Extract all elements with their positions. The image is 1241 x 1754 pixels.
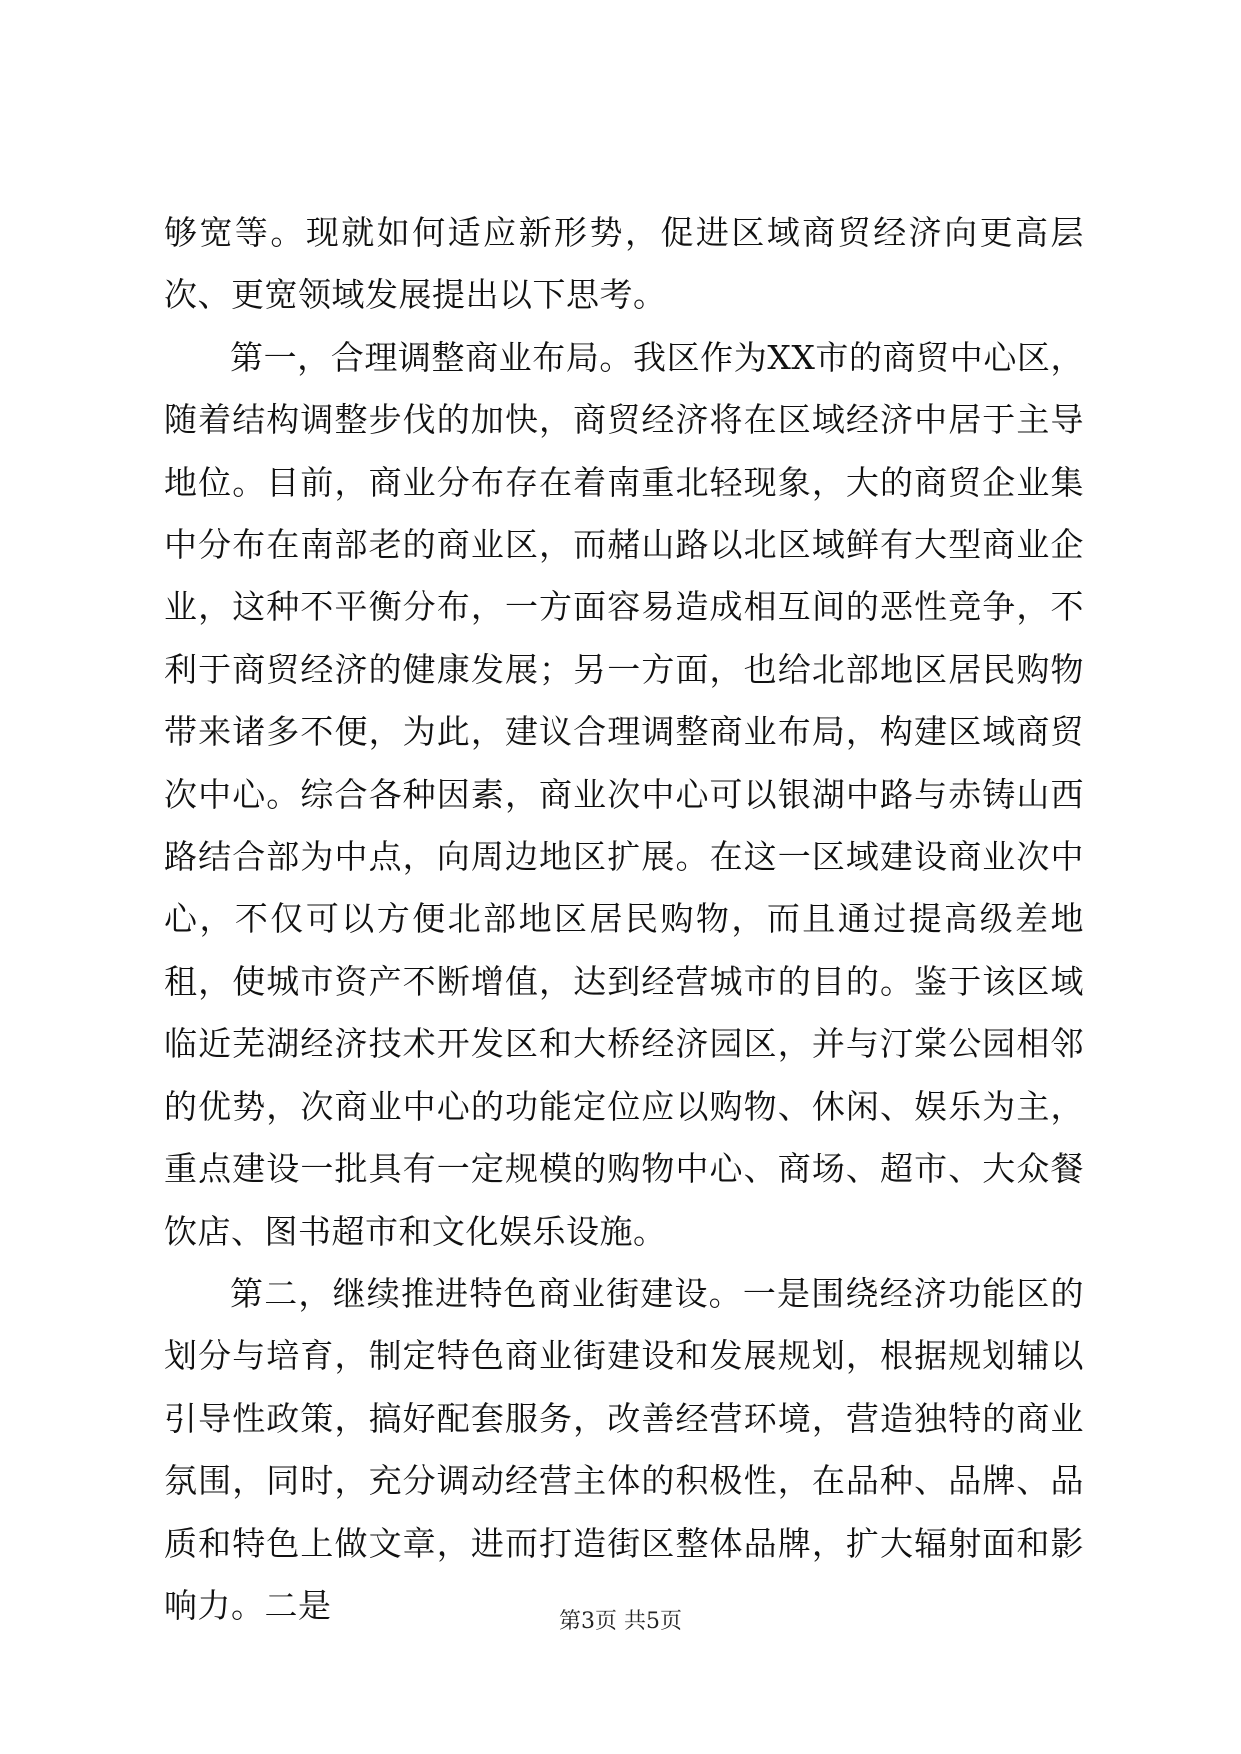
- document-body: [164, 202, 1084, 1637]
- paragraph-first-point: 第一，合理调整商业布局。我区作为XX市的商贸中心区，随着结构调整步伐的加快，商贸经济将在区域经济中居于主导地位。目前，商业分布存在着南重北轻现象，大的商贸企业集中分布在南部老的商业区，而赭山路以北区域鲜有大型商业企业，这种不平衡分布，一方面容易造成相互间的恶性竞争，不利于商贸经济的健康发展；另一方面，也给北部地区居民购物带来诸多不便，为此，建议合理调整商业布局，构建区域商贸次中心。综合各种因素，商业次中心可以银湖中路与赤铸山西路结合部为中点，向周边地区扩展。在这一区域建设商业次中心，不仅可以方便北部地区居民购物，而且通过提高级差地租，使城市资产不断增值，达到经营城市的目的。鉴于该区域临近芜湖经济技术开发区和大桥经济园区，并与汀棠公园相邻的优势，次商业中心的功能定位应以购物、休闲、娱乐为主，重点建设一批具有一定规模的购物中心、商场、超市、大众餐饮店、图书超市和文化娱乐设施。: [164, 337, 1084, 1251]
- paragraph-continuation: 够宽等。现就如何适应新形势，促进区域商贸经济向更高层次、更宽领域发展提出以下思考。: [164, 213, 1084, 315]
- page-footer: 第3页 共5页: [559, 1609, 682, 1634]
- paragraph-second-point: 第二，继续推进特色商业街建设。一是围绕经济功能区的划分与培育，制定特色商业街建设和发展规划，根据规划辅以引导性政策，搞好配套服务，改善经营环境，营造独特的商业氛围，同时，充分调动经营主体的积极性，在品种、品牌、品质和特色上做文章，进而打造街区整体品牌，扩大辐射面和影响力。二是: [164, 1273, 1084, 1625]
